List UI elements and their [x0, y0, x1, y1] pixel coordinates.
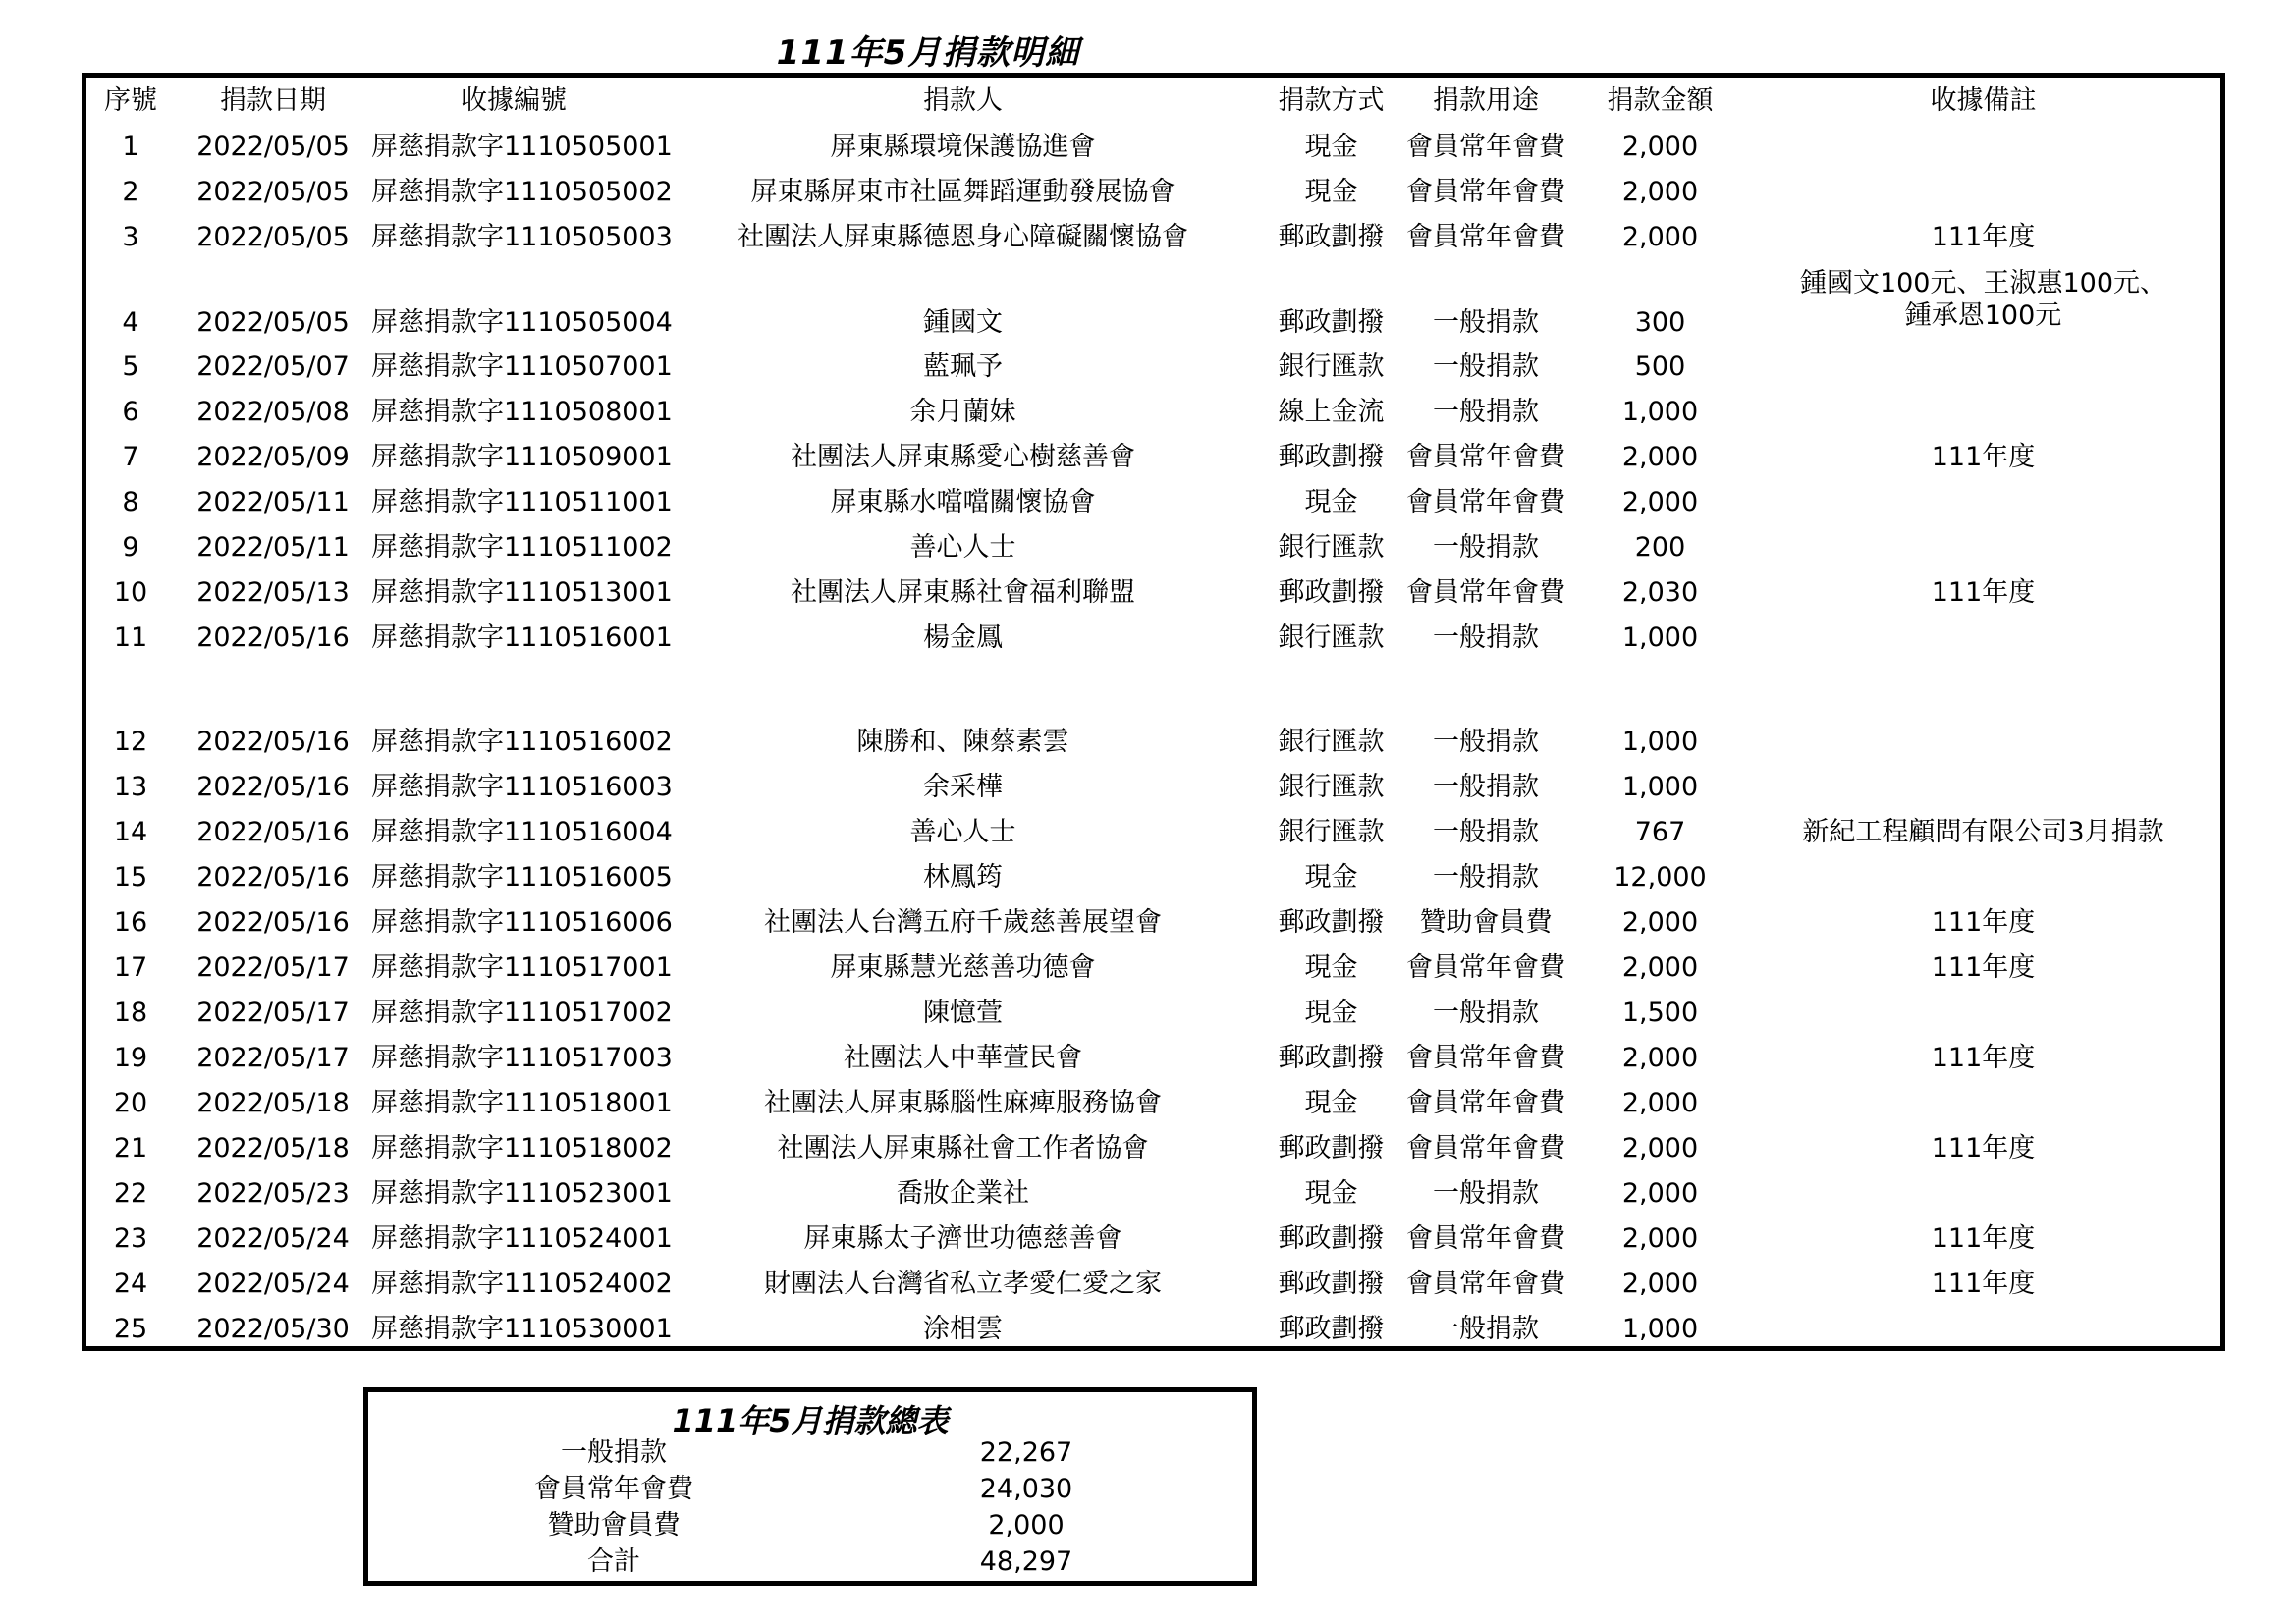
cell-date: 2022/05/17: [196, 998, 350, 1028]
cell-donor: 善心人士: [909, 817, 1016, 847]
cell-receipt: 屏慈捐款字1110518001: [371, 1088, 673, 1118]
cell-donor: 社團法人屏東縣腦性麻痺服務協會: [764, 1088, 1162, 1118]
blank-row: [86, 661, 2225, 720]
cell-receipt: 屏慈捐款字1110505002: [371, 177, 673, 207]
cell-date: 2022/05/18: [196, 1088, 350, 1118]
cell-date: 2022/05/16: [196, 623, 350, 653]
cell-receipt: 屏慈捐款字1110516006: [371, 907, 673, 938]
cell-note: [1741, 991, 2225, 1036]
cell-amount: 300: [1634, 307, 1686, 338]
cell-note: 111年度: [1931, 442, 2036, 472]
cell-date: 2022/05/16: [196, 727, 350, 757]
cell-date: 2022/05/05: [196, 222, 350, 252]
cell-amount: 2,000: [1621, 1223, 1699, 1254]
cell-method: 現金: [1304, 952, 1358, 983]
table-row: [86, 991, 2225, 1036]
cell-note: 111年度: [1931, 1133, 2036, 1164]
cell-date: 2022/05/24: [196, 1223, 350, 1254]
cell-receipt: 屏慈捐款字1110523001: [371, 1178, 673, 1209]
cell-no: 24: [113, 1269, 148, 1299]
cell-donor: 余月蘭妹: [909, 397, 1016, 427]
table-row: [86, 1307, 2225, 1352]
table-row: [86, 435, 2225, 480]
cell-receipt: 屏慈捐款字1110530001: [371, 1314, 673, 1344]
cell-donor: 楊金鳳: [923, 623, 1003, 653]
cell-no: 6: [122, 397, 139, 427]
summary-label: 合計: [587, 1546, 640, 1577]
cell-donor: 社團法人屏東縣社會福利聯盟: [791, 577, 1135, 608]
cell-method: 銀行匯款: [1278, 817, 1385, 847]
cell-receipt: 屏慈捐款字1110516002: [371, 727, 673, 757]
cell-method: 郵政劃撥: [1278, 907, 1385, 938]
table-header-row: [86, 78, 2225, 125]
column-header: 收據備註: [1930, 85, 2037, 116]
donation-details-table: [86, 78, 2225, 1352]
column-header: 捐款用途: [1433, 85, 1539, 116]
cell-no: 16: [113, 907, 148, 938]
cell-amount: 2,000: [1621, 487, 1699, 517]
cell-no: 18: [113, 998, 148, 1028]
cell-no: 17: [113, 952, 148, 983]
table-row: [86, 260, 2225, 345]
cell-method: 現金: [1304, 1178, 1358, 1209]
cell-no: 15: [113, 862, 148, 893]
cell-amount: 2,000: [1621, 132, 1699, 162]
cell-receipt: 屏慈捐款字1110511002: [371, 532, 673, 563]
table-row: [86, 900, 2225, 946]
cell-no: 2: [122, 177, 139, 207]
cell-date: 2022/05/05: [196, 177, 350, 207]
cell-receipt: 屏慈捐款字1110517002: [371, 998, 673, 1028]
cell-date: 2022/05/13: [196, 577, 350, 608]
cell-purpose: 會員常年會費: [1406, 1043, 1565, 1073]
cell-donor: 陳勝和、陳蔡素雲: [856, 727, 1069, 757]
blank-cell: [86, 661, 2225, 720]
cell-receipt: 屏慈捐款字1110516001: [371, 623, 673, 653]
table-row: [86, 215, 2225, 260]
cell-note: [1741, 525, 2225, 570]
cell-no: 11: [113, 623, 148, 653]
cell-note: [1741, 720, 2225, 765]
cell-date: 2022/05/09: [196, 442, 350, 472]
note-line: 鍾國文100元、王淑惠100元、: [1799, 268, 2167, 298]
cell-date: 2022/05/16: [196, 772, 350, 802]
summary-row: [368, 1508, 1252, 1543]
cell-purpose: 一般捐款: [1433, 862, 1539, 893]
cell-amount: 200: [1634, 532, 1686, 563]
cell-date: 2022/05/24: [196, 1269, 350, 1299]
cell-purpose: 會員常年會費: [1406, 577, 1565, 608]
cell-donor: 余采樺: [923, 772, 1003, 802]
cell-note: [1741, 390, 2225, 435]
cell-receipt: 屏慈捐款字1110505001: [371, 132, 673, 162]
table-row: [86, 810, 2225, 855]
cell-donor: 社團法人中華萱民會: [844, 1043, 1082, 1073]
table-row: [86, 1126, 2225, 1171]
cell-no: 21: [113, 1133, 148, 1164]
cell-receipt: 屏慈捐款字1110524002: [371, 1269, 673, 1299]
cell-method: 銀行匯款: [1278, 727, 1385, 757]
cell-purpose: 一般捐款: [1433, 727, 1539, 757]
cell-receipt: 屏慈捐款字1110511001: [371, 487, 673, 517]
cell-note: 111年度: [1931, 577, 2036, 608]
cell-purpose: 會員常年會費: [1406, 132, 1565, 162]
cell-note: [1741, 125, 2225, 170]
table-row: [86, 1081, 2225, 1126]
table-row: [86, 170, 2225, 215]
column-header: 捐款金額: [1607, 85, 1714, 116]
cell-purpose: 一般捐款: [1433, 772, 1539, 802]
summary-title: 111年5月捐款總表: [672, 1402, 949, 1439]
column-header: 捐款方式: [1278, 85, 1385, 116]
cell-purpose: 一般捐款: [1433, 1314, 1539, 1344]
cell-date: 2022/05/30: [196, 1314, 350, 1344]
cell-amount: 2,030: [1621, 577, 1699, 608]
cell-method: 郵政劃撥: [1278, 577, 1385, 608]
cell-receipt: 屏慈捐款字1110508001: [371, 397, 673, 427]
cell-amount: 2,000: [1621, 177, 1699, 207]
cell-date: 2022/05/18: [196, 1133, 350, 1164]
column-header: 序號: [104, 85, 157, 116]
cell-note: [1741, 855, 2225, 900]
cell-method: 線上金流: [1278, 397, 1385, 427]
table-row: [86, 1036, 2225, 1081]
cell-method: 銀行匯款: [1278, 623, 1385, 653]
cell-date: 2022/05/05: [196, 132, 350, 162]
cell-receipt: 屏慈捐款字1110513001: [371, 577, 673, 608]
cell-date: 2022/05/16: [196, 862, 350, 893]
cell-note: 新紀工程顧問有限公司3月捐款: [1802, 817, 2164, 847]
cell-receipt: 屏慈捐款字1110505004: [371, 307, 673, 338]
cell-method: 郵政劃撥: [1278, 1043, 1385, 1073]
cell-note: [1741, 765, 2225, 810]
cell-no: 25: [113, 1314, 148, 1344]
cell-no: 10: [113, 577, 148, 608]
cell-method: 郵政劃撥: [1278, 222, 1385, 252]
cell-no: 14: [113, 817, 148, 847]
cell-donor: 陳憶萱: [923, 998, 1003, 1028]
cell-note: [1741, 1081, 2225, 1126]
cell-amount: 1,500: [1621, 998, 1699, 1028]
cell-no: 12: [113, 727, 148, 757]
summary-row: [368, 1544, 1252, 1580]
cell-donor: 屏東縣慧光慈善功德會: [830, 952, 1096, 983]
cell-method: 現金: [1304, 132, 1358, 162]
cell-purpose: 一般捐款: [1433, 532, 1539, 563]
cell-no: 5: [122, 352, 139, 382]
summary-row: [368, 1435, 1252, 1471]
cell-note: 111年度: [1931, 952, 2036, 983]
cell-note: [1741, 345, 2225, 390]
cell-purpose: 會員常年會費: [1406, 1133, 1565, 1164]
cell-method: 郵政劃撥: [1278, 1223, 1385, 1254]
cell-donor: 喬妝企業社: [897, 1178, 1029, 1209]
cell-receipt: 屏慈捐款字1110517003: [371, 1043, 673, 1073]
cell-date: 2022/05/16: [196, 817, 350, 847]
cell-no: 7: [122, 442, 139, 472]
cell-purpose: 一般捐款: [1433, 817, 1539, 847]
cell-purpose: 一般捐款: [1433, 307, 1539, 338]
table-row: [86, 765, 2225, 810]
cell-no: 1: [122, 132, 139, 162]
table-row: [86, 125, 2225, 170]
cell-method: 現金: [1304, 862, 1358, 893]
cell-purpose: 會員常年會費: [1406, 1223, 1565, 1254]
cell-method: 銀行匯款: [1278, 532, 1385, 563]
cell-receipt: 屏慈捐款字1110524001: [371, 1223, 673, 1254]
cell-note: 111年度: [1931, 907, 2036, 938]
cell-donor: 涂相雲: [923, 1314, 1003, 1344]
cell-no: 23: [113, 1223, 148, 1254]
cell-note: [1741, 1171, 2225, 1217]
column-header: 捐款日期: [220, 85, 326, 116]
cell-note: [1741, 260, 2225, 345]
cell-note: 111年度: [1931, 1223, 2036, 1254]
cell-no: 19: [113, 1043, 148, 1073]
cell-method: 現金: [1304, 487, 1358, 517]
cell-note: [1741, 1307, 2225, 1352]
cell-no: 13: [113, 772, 148, 802]
cell-note: [1741, 480, 2225, 525]
cell-receipt: 屏慈捐款字1110507001: [371, 352, 673, 382]
cell-date: 2022/05/17: [196, 1043, 350, 1073]
table-row: [86, 616, 2225, 661]
cell-no: 4: [122, 307, 139, 338]
cell-donor: 鍾國文: [923, 307, 1003, 338]
summary-box: [363, 1387, 1257, 1586]
cell-note: 111年度: [1931, 1043, 2036, 1073]
cell-date: 2022/05/11: [196, 487, 350, 517]
cell-receipt: 屏慈捐款字1110516003: [371, 772, 673, 802]
summary-label: 會員常年會費: [534, 1474, 693, 1504]
cell-receipt: 屏慈捐款字1110505003: [371, 222, 673, 252]
summary-value: 2,000: [988, 1510, 1065, 1541]
cell-amount: 1,000: [1621, 772, 1699, 802]
table-row: [86, 1171, 2225, 1217]
cell-date: 2022/05/05: [196, 307, 350, 338]
cell-purpose: 一般捐款: [1433, 397, 1539, 427]
cell-amount: 1,000: [1621, 623, 1699, 653]
cell-purpose: 一般捐款: [1433, 1178, 1539, 1209]
table-row: [86, 390, 2225, 435]
cell-note: [1741, 170, 2225, 215]
cell-note: [1741, 616, 2225, 661]
cell-amount: 1,000: [1621, 727, 1699, 757]
table-row: [86, 480, 2225, 525]
cell-purpose: 一般捐款: [1433, 352, 1539, 382]
summary-row: [368, 1472, 1252, 1507]
cell-receipt: 屏慈捐款字1110516004: [371, 817, 673, 847]
table-row: [86, 1262, 2225, 1307]
page-title: 111年5月捐款明細: [776, 33, 1080, 73]
table-row: [86, 570, 2225, 616]
cell-purpose: 贊助會員費: [1419, 907, 1553, 938]
summary-value: 24,030: [979, 1474, 1073, 1504]
cell-receipt: 屏慈捐款字1110509001: [371, 442, 673, 472]
cell-amount: 2,000: [1621, 442, 1699, 472]
cell-donor: 屏東縣屏東市社區舞蹈運動發展協會: [750, 177, 1175, 207]
cell-purpose: 會員常年會費: [1406, 487, 1565, 517]
cell-donor: 財團法人台灣省私立孝愛仁愛之家: [764, 1269, 1162, 1299]
table-row: [86, 946, 2225, 991]
cell-donor: 社團法人屏東縣愛心樹慈善會: [791, 442, 1135, 472]
cell-purpose: 會員常年會費: [1406, 442, 1565, 472]
column-header: 捐款人: [923, 85, 1003, 116]
cell-method: 郵政劃撥: [1278, 1133, 1385, 1164]
table-row: [86, 345, 2225, 390]
cell-method: 郵政劃撥: [1278, 442, 1385, 472]
cell-method: 現金: [1304, 1088, 1358, 1118]
cell-date: 2022/05/16: [196, 907, 350, 938]
summary-value: 48,297: [979, 1546, 1073, 1577]
cell-purpose: 一般捐款: [1433, 998, 1539, 1028]
cell-donor: 藍珮予: [923, 352, 1003, 382]
cell-note: 111年度: [1931, 222, 2036, 252]
cell-note: 111年度: [1931, 1269, 2036, 1299]
table-row: [86, 1217, 2225, 1262]
table-row: [86, 525, 2225, 570]
cell-no: 22: [113, 1178, 148, 1209]
cell-purpose: 會員常年會費: [1406, 952, 1565, 983]
cell-method: 郵政劃撥: [1278, 1314, 1385, 1344]
cell-method: 銀行匯款: [1278, 352, 1385, 382]
cell-no: 9: [122, 532, 139, 563]
cell-amount: 2,000: [1621, 1043, 1699, 1073]
cell-no: 8: [122, 487, 139, 517]
donation-details-table-box: [82, 73, 2225, 1351]
cell-date: 2022/05/17: [196, 952, 350, 983]
cell-purpose: 會員常年會費: [1406, 222, 1565, 252]
cell-donor: 屏東縣水噹噹關懷協會: [830, 487, 1096, 517]
summary-value: 22,267: [979, 1437, 1073, 1468]
cell-donor: 社團法人台灣五府千歲慈善展望會: [764, 907, 1162, 938]
cell-amount: 2,000: [1621, 907, 1699, 938]
cell-receipt: 屏慈捐款字1110517001: [371, 952, 673, 983]
cell-purpose: 一般捐款: [1433, 623, 1539, 653]
cell-date: 2022/05/11: [196, 532, 350, 563]
cell-amount: 2,000: [1621, 1269, 1699, 1299]
column-header: 收據編號: [461, 85, 567, 116]
cell-amount: 2,000: [1621, 952, 1699, 983]
cell-date: 2022/05/08: [196, 397, 350, 427]
note-line: 鍾承恩100元: [1904, 300, 2062, 331]
cell-method: 郵政劃撥: [1278, 1269, 1385, 1299]
cell-receipt: 屏慈捐款字1110518002: [371, 1133, 673, 1164]
cell-purpose: 會員常年會費: [1406, 1269, 1565, 1299]
cell-method: 現金: [1304, 177, 1358, 207]
cell-purpose: 會員常年會費: [1406, 1088, 1565, 1118]
cell-amount: 1,000: [1621, 397, 1699, 427]
cell-no: 3: [122, 222, 139, 252]
cell-donor: 社團法人屏東縣德恩身心障礙關懷協會: [738, 222, 1188, 252]
cell-donor: 社團法人屏東縣社會工作者協會: [777, 1133, 1149, 1164]
summary-label: 一般捐款: [561, 1437, 667, 1468]
cell-donor: 屏東縣太子濟世功德慈善會: [803, 1223, 1122, 1254]
cell-amount: 2,000: [1621, 1088, 1699, 1118]
cell-date: 2022/05/07: [196, 352, 350, 382]
cell-amount: 1,000: [1621, 1314, 1699, 1344]
cell-date: 2022/05/23: [196, 1178, 350, 1209]
table-row: [86, 720, 2225, 765]
cell-amount: 12,000: [1613, 862, 1707, 893]
cell-donor: 屏東縣環境保護協進會: [830, 132, 1096, 162]
cell-amount: 2,000: [1621, 1178, 1699, 1209]
cell-method: 郵政劃撥: [1278, 307, 1385, 338]
cell-method: 銀行匯款: [1278, 772, 1385, 802]
cell-donor: 善心人士: [909, 532, 1016, 563]
cell-donor: 林鳳筠: [923, 862, 1003, 893]
cell-amount: 2,000: [1621, 1133, 1699, 1164]
table-row: [86, 855, 2225, 900]
cell-amount: 500: [1634, 352, 1686, 382]
cell-receipt: 屏慈捐款字1110516005: [371, 862, 673, 893]
cell-amount: 767: [1634, 817, 1686, 847]
cell-no: 20: [113, 1088, 148, 1118]
summary-label: 贊助會員費: [547, 1510, 681, 1541]
cell-method: 現金: [1304, 998, 1358, 1028]
cell-purpose: 會員常年會費: [1406, 177, 1565, 207]
cell-amount: 2,000: [1621, 222, 1699, 252]
